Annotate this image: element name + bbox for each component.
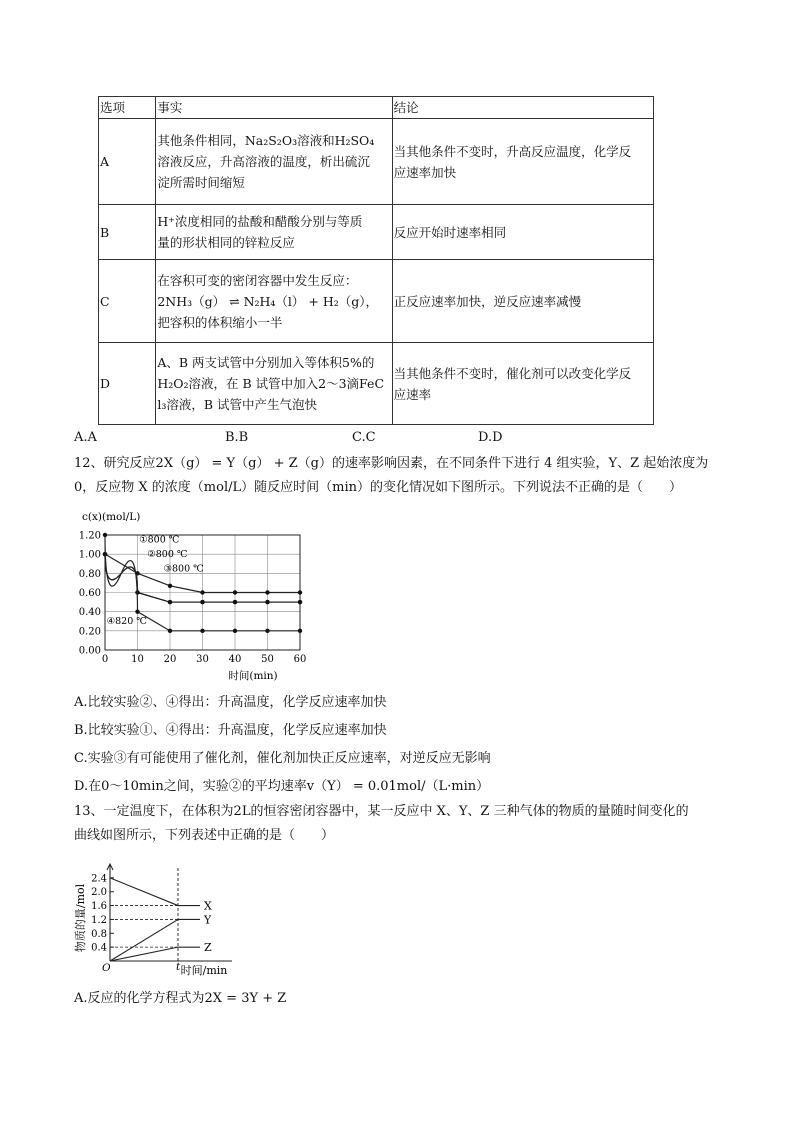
data-point [233, 629, 237, 633]
q13-stem-line-2: 曲线如图所示，下列表述中正确的是（ ） [74, 828, 335, 843]
data-point [103, 533, 107, 537]
q11-option-a: A.A [74, 430, 97, 445]
concentration-chart [70, 505, 320, 685]
q12-stem-line-2: 0，反应物 X 的浓度（mol/L）随反应时间（min）的变化情况如下图所示。下列说法不正确的是（ ） [74, 480, 682, 495]
x-tick-label: 10 [131, 654, 144, 665]
y-tick-label: 0.80 [78, 568, 101, 580]
chart1-ticks [79, 531, 307, 666]
chart1-xlabel: 时间(min) [228, 670, 278, 682]
fact-line: A、B 两支试管中分别加入等体积5%的 [157, 355, 375, 370]
table-row [99, 343, 654, 425]
row-fact [156, 119, 392, 205]
fact-line: H₂O₂溶液，在 B 试管中加入2～3滴FeC [157, 376, 385, 391]
table-row [99, 119, 654, 205]
fact-line: 在容积可变的密闭容器中发生反应： [157, 272, 358, 288]
data-point [168, 584, 172, 588]
q12-option-b: B.比较实验①、④得出：升高温度，化学反应速率加快 [74, 723, 387, 738]
row-conclusion [392, 260, 653, 343]
chart1-series-labels [107, 535, 205, 627]
data-point [265, 629, 269, 633]
fact-line: 把容积的体积缩小一半 [157, 314, 283, 330]
data-point [200, 629, 204, 633]
row-option: B [99, 205, 156, 260]
origin-label: O [102, 962, 111, 974]
conclusion-line: 正反应速率加快，逆反应速率减慢 [393, 293, 582, 309]
q11-option-d: D.D [478, 430, 503, 445]
row-option: C [99, 260, 156, 343]
x-tick-label: 60 [293, 654, 307, 665]
y-tick-label: 0.60 [78, 588, 101, 599]
y-tick-label: 2.0 [91, 887, 107, 899]
comparison-table [98, 96, 654, 425]
fact-line: 溶液反应，升高溶液的温度，析出硫沉 [157, 154, 370, 169]
data-point [298, 600, 302, 604]
data-point [168, 600, 172, 604]
row-option: A [99, 119, 156, 205]
series-label: ①800 ℃ [139, 534, 180, 546]
series-label: ③800 ℃ [163, 563, 204, 575]
data-point [135, 609, 139, 613]
conclusion-line: 反应开始时速率相同 [393, 224, 507, 240]
data-point [298, 629, 302, 633]
header-conclusion: 结论 [392, 97, 653, 119]
fact-line: l₃溶液，B 试管中产生气泡快 [157, 397, 318, 412]
x-tick-label: 30 [196, 654, 209, 665]
t-label: t [176, 961, 181, 973]
header-fact: 事实 [156, 97, 392, 119]
y-tick-label: 1.2 [91, 914, 107, 926]
data-point [265, 600, 269, 604]
row-fact [156, 260, 392, 343]
fact-line: H⁺浓度相同的盐酸和醋酸分别与等质 [157, 214, 363, 229]
table-row [99, 205, 654, 260]
row-option: D [99, 343, 156, 425]
row-conclusion [392, 119, 653, 205]
data-point [233, 600, 237, 604]
row-conclusion [392, 205, 653, 260]
row-fact [156, 205, 392, 260]
data-point [233, 590, 237, 594]
fact-line: 2NH₃（g） ⇌ N₂H₄（l） + H₂（g）， [157, 293, 379, 309]
y-tick-label: 1.6 [91, 901, 107, 913]
y-tick-label: 0.4 [91, 942, 107, 954]
q13-option-a: A.反应的化学方程式为2X = 3Y + Z [74, 991, 287, 1006]
fact-line: 淀所需时间缩短 [157, 175, 245, 190]
row-fact [156, 343, 392, 425]
fact-line: 量的形状相同的锌粒反应 [157, 235, 295, 250]
series-label: X [204, 899, 212, 913]
q13-stem-line-1: 13、一定温度下，在体积为2L的恒容密闭容器中，某一反应中 X、Y、Z 三种气体的物质的量随时间变化的 [74, 804, 689, 819]
chart2-xlabel: 时间/min [180, 964, 228, 977]
data-point [265, 590, 269, 594]
data-point [168, 629, 172, 633]
chart2-ylabel: 物质的量/mol [74, 883, 87, 953]
x-tick-label: 40 [228, 654, 242, 665]
x-tick-label: 20 [163, 654, 177, 665]
conclusion-line: 当其他条件不变时，升高反应温度，化学反 [393, 143, 632, 159]
chart1-ylabel: c(x)(mol/L) [82, 511, 141, 523]
x-tick-label: 50 [261, 654, 274, 665]
y-tick-label: 0.20 [78, 626, 101, 638]
data-point [200, 590, 204, 594]
q12-option-d: D.在0～10min之间，实验②的平均速率v（Y） = 0.01mol/（L·min） [74, 779, 490, 794]
conclusion-line: 应速率加快 [393, 164, 457, 180]
y-tick-label: 1.00 [78, 549, 101, 561]
conclusion-line: 当其他条件不变时，催化剂可以改变化学反 [393, 365, 632, 381]
y-tick-label: 2.4 [91, 873, 107, 885]
series-label: Z [204, 941, 212, 955]
series-line [110, 919, 178, 961]
data-point [200, 600, 204, 604]
y-tick-label: 0.40 [78, 607, 101, 619]
y-tick-label: 0.00 [78, 645, 101, 657]
data-point [298, 590, 302, 594]
conclusion-line: 应速率 [393, 386, 432, 402]
header-option: 选项 [99, 97, 156, 119]
table-row [99, 260, 654, 343]
series-line [110, 947, 178, 961]
series-line [110, 878, 178, 906]
series-label: ④820 ℃ [106, 616, 147, 628]
q12-option-a: A.比较实验②、④得出：升高温度，化学反应速率加快 [74, 695, 387, 710]
y-tick-label: 1.20 [78, 530, 101, 542]
y-tick-label: 0.8 [91, 928, 107, 940]
series-label: ②800 ℃ [147, 549, 188, 561]
q12-stem-line-1: 12、研究反应2X（g） = Y（g） + Z（g）的速率影响因素，在不同条件下进行 4 组实验，Y、Z 起始浓度为 [74, 456, 709, 471]
q12-option-c: C.实验③有可能使用了催化剂，催化剂加快正反应速率，对逆反应无影响 [74, 751, 491, 766]
fact-line: 其他条件相同，Na₂S₂O₃溶液和H₂SO₄ [157, 133, 375, 148]
q11-option-b: B.B [225, 430, 249, 445]
row-conclusion [392, 343, 653, 425]
chart2-body [91, 864, 232, 974]
moles-chart [70, 856, 250, 981]
series-label: Y [204, 913, 212, 927]
table-header-row [99, 97, 654, 119]
q11-option-c: C.C [352, 430, 376, 445]
x-tick-label: 0 [101, 654, 109, 665]
